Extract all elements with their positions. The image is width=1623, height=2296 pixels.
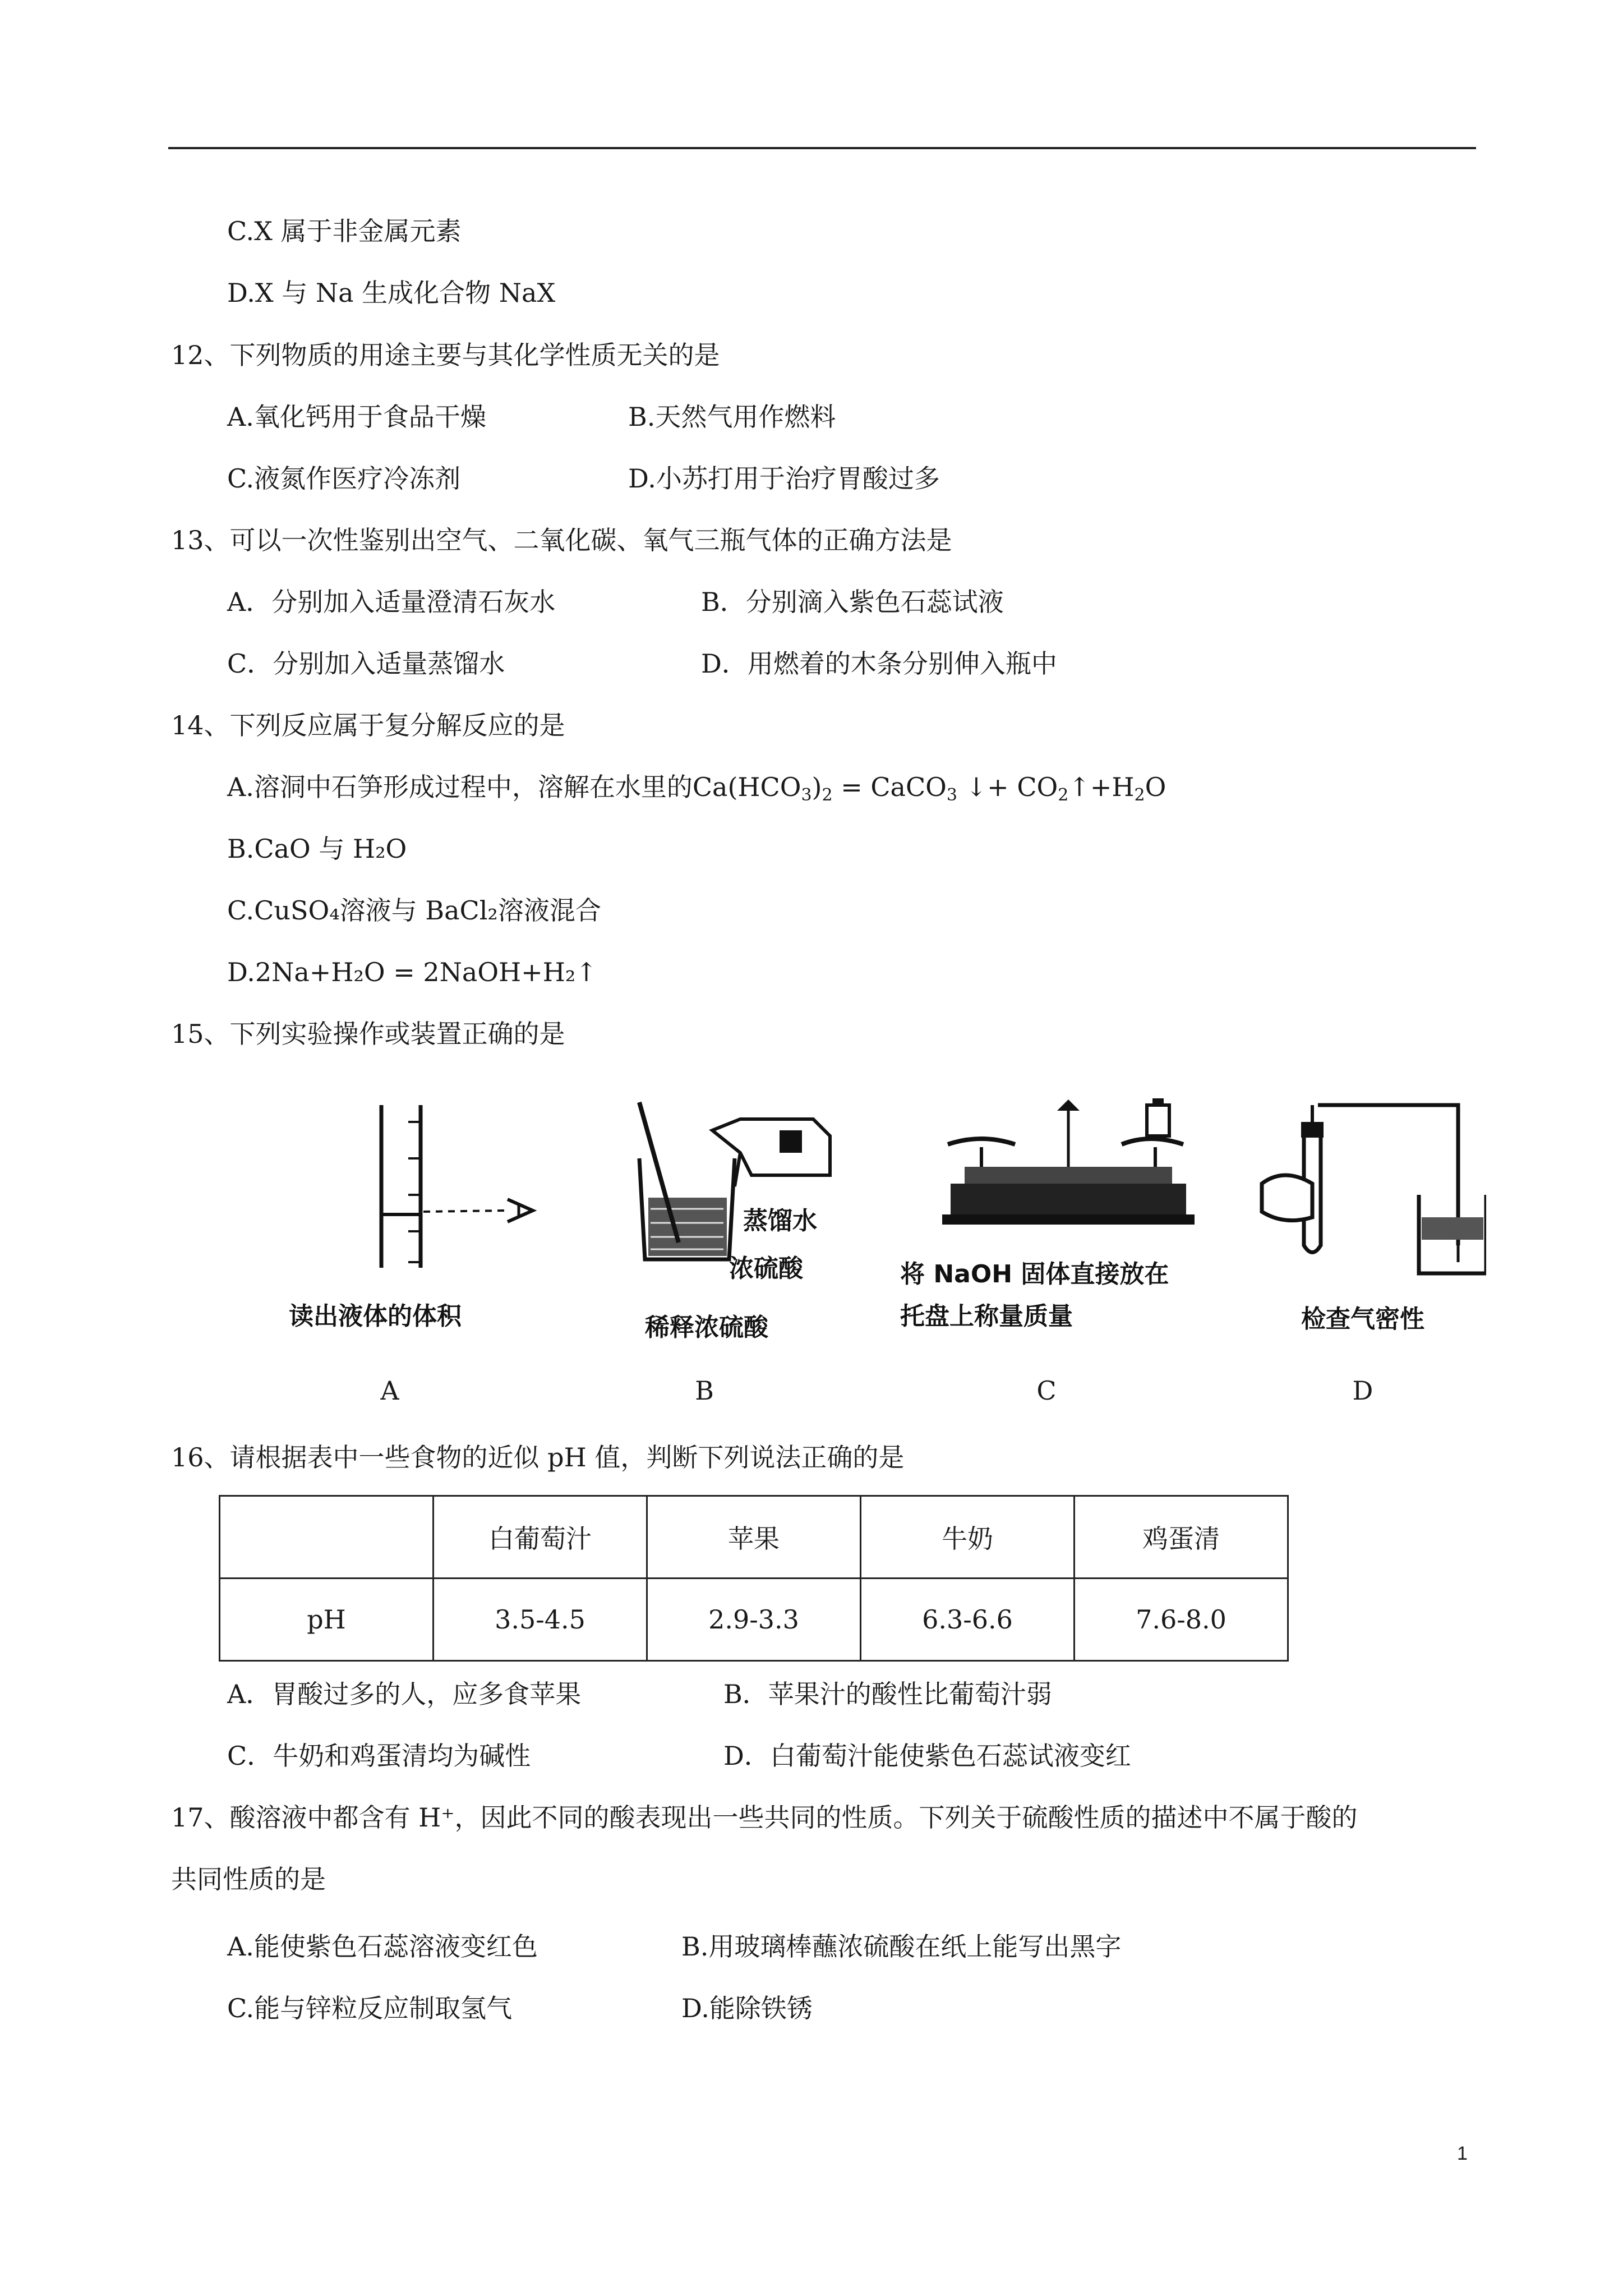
figure-b-label-water: 蒸馏水 xyxy=(743,1207,817,1235)
ph-table-cell: pH xyxy=(220,1579,434,1661)
ph-table-row xyxy=(220,1579,1288,1661)
figure-letter-a: A xyxy=(380,1375,399,1406)
figure-a-caption: 读出液体的体积 xyxy=(289,1302,462,1331)
q13-option-d: D．用燃着的木条分别伸入瓶中 xyxy=(701,648,1057,679)
ph-table-header-cell: 牛奶 xyxy=(861,1496,1075,1579)
q16-option-a: A．胃酸过多的人，应多食苹果 xyxy=(227,1679,582,1709)
figure-c-caption-line1: 将 NaOH 固体直接放在 xyxy=(900,1260,1169,1289)
q16-option-d: D．白葡萄汁能使紫色石蕊试液变红 xyxy=(723,1741,1131,1771)
ph-table-header-cell xyxy=(220,1496,434,1579)
header-rule xyxy=(168,147,1476,149)
q16-option-b: B．苹果汁的酸性比葡萄汁弱 xyxy=(723,1679,1052,1709)
q17-option-d: D.能除铁锈 xyxy=(681,1993,813,2023)
q12-option-d: D.小苏打用于治疗胃酸过多 xyxy=(628,463,940,494)
ph-table-header-row xyxy=(220,1496,1288,1579)
ph-table-header-cell: 鸡蛋清 xyxy=(1075,1496,1288,1579)
q12-option-a: A.氧化钙用于食品干燥 xyxy=(227,402,486,432)
q14-option-c: C.CuSO₄溶液与 BaCl₂溶液混合 xyxy=(227,895,601,926)
q13-option-a: A．分别加入适量澄清石灰水 xyxy=(227,587,556,617)
ph-table-header-cell: 白葡萄汁 xyxy=(434,1496,647,1579)
ph-table xyxy=(219,1495,1289,1662)
ph-table-header-cell: 苹果 xyxy=(647,1496,861,1579)
figure-b-label-acid: 浓硫酸 xyxy=(729,1254,803,1283)
q14-option-a-equation: $Ca(HCO_3)_2$ = CaCO$_3$ ↓+ $CO_2↑+H_2O$ xyxy=(692,772,1166,805)
q17-stem-line1: 17、酸溶液中都含有 H⁺，因此不同的酸表现出一些共同的性质。下列关于硫酸性质的描述中不属于酸的 xyxy=(171,1802,1358,1833)
q16-stem: 16、请根据表中一些食物的近似 pH 值，判断下列说法正确的是 xyxy=(171,1442,905,1473)
figure-letter-d: D xyxy=(1352,1375,1373,1406)
q16-option-c: C．牛奶和鸡蛋清均为碱性 xyxy=(227,1741,531,1771)
figure-b-caption: 稀释浓硫酸 xyxy=(645,1313,768,1342)
q17-stem-line2: 共同性质的是 xyxy=(171,1864,326,1894)
figure-d-airtightness-check xyxy=(1251,1099,1486,1285)
ph-table-cell: 2.9-3.3 xyxy=(647,1579,861,1661)
figure-c-balance xyxy=(931,1094,1223,1240)
q11-option-d: D.X 与 Na 生成化合物 NaX xyxy=(227,278,556,308)
q12-stem: 12、下列物质的用途主要与其化学性质无关的是 xyxy=(171,340,720,370)
q14-option-b: B.CaO 与 H₂O xyxy=(227,834,407,864)
q14-option-a xyxy=(227,770,1166,812)
figure-b-diluting-acid xyxy=(628,1097,864,1265)
figure-letter-b: B xyxy=(695,1375,714,1406)
q17-option-b: B.用玻璃棒蘸浓硫酸在纸上能写出黑字 xyxy=(681,1931,1122,1962)
figure-a-graduated-cylinder xyxy=(280,1099,550,1285)
q14-option-d: D.2Na+H₂O = 2NaOH+H₂↑ xyxy=(227,957,597,987)
figure-letter-c: C xyxy=(1036,1375,1057,1406)
q13-option-b: B．分别滴入紫色石蕊试液 xyxy=(701,587,1004,617)
q17-option-c: C.能与锌粒反应制取氢气 xyxy=(227,1993,513,2023)
page-number: 1 xyxy=(1457,2143,1468,2164)
q14-option-a-text: A.溶洞中石笋形成过程中，溶解在水里的 xyxy=(227,772,693,802)
ph-table-cell: 7.6-8.0 xyxy=(1075,1579,1288,1661)
q13-stem: 13、可以一次性鉴别出空气、二氧化碳、氧气三瓶气体的正确方法是 xyxy=(171,525,952,555)
q13-option-c: C．分别加入适量蒸馏水 xyxy=(227,648,505,679)
q12-option-b: B.天然气用作燃料 xyxy=(628,402,836,432)
q11-option-c: C.X 属于非金属元素 xyxy=(227,216,462,246)
q17-option-a: A.能使紫色石蕊溶液变红色 xyxy=(227,1931,538,1962)
q14-stem: 14、下列反应属于复分解反应的是 xyxy=(171,710,565,740)
figure-d-caption: 检查气密性 xyxy=(1301,1305,1424,1333)
ph-table-cell: 3.5-4.5 xyxy=(434,1579,647,1661)
q15-stem: 15、下列实验操作或装置正确的是 xyxy=(171,1019,565,1049)
ph-table-cell: 6.3-6.6 xyxy=(861,1579,1075,1661)
q12-option-c: C.液氮作医疗冷冻剂 xyxy=(227,463,461,494)
figure-c-caption-line2: 托盘上称量质量 xyxy=(900,1302,1073,1331)
